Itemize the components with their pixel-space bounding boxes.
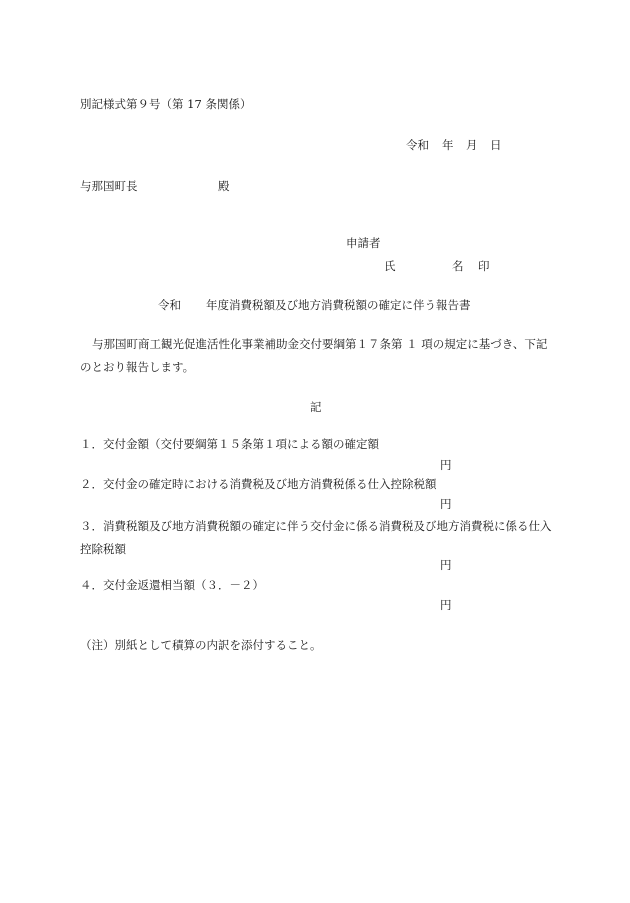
date-day: 日 [490,138,502,152]
form-label: 別記様式第９号（第 17 条関係） [80,97,252,111]
report-title-era: 令和 [158,298,181,312]
body-text: 与那国町商工観光促進活性化事業補助金交付要綱第１７条第 １ 項の規定に基づき、下記のとおり報告します。 [80,337,548,374]
addressee-recipient: 与那国町長 [80,179,138,193]
item-text: １．交付金額（交付要綱第１５条第１項による額の確定額 [80,437,379,451]
item-text: ３．消費税額及び地方消費税額の確定に伴う交付金に係る消費税及び地方消費税に係る仕入控除税額 [80,519,552,556]
applicant-name-label-1: 氏 [384,259,396,273]
footnote: （注）別紙として積算の内訳を添付すること。 [80,638,322,652]
applicant-name-label-2: 名 [452,259,464,273]
date-month: 月 [466,138,478,152]
applicant-seal: 印 [478,259,490,273]
note-marker: 記 [310,400,322,414]
item-unit: 円 [440,497,452,511]
item-unit: 円 [440,598,452,612]
item-text: ２．交付金の確定時における消費税及び地方消費税係る仕入控除税額 [80,477,437,491]
date-year: 年 [442,138,454,152]
item-text: ４．交付金返還相当額（３．－２） [80,578,264,592]
item-unit: 円 [440,458,452,472]
addressee-honorific: 殿 [218,179,230,193]
applicant-label: 申請者 [346,236,381,250]
date-era: 令和 [406,138,429,152]
report-title-text: 年度消費税額及び地方消費税額の確定に伴う報告書 [206,298,471,312]
item-unit: 円 [440,558,452,572]
